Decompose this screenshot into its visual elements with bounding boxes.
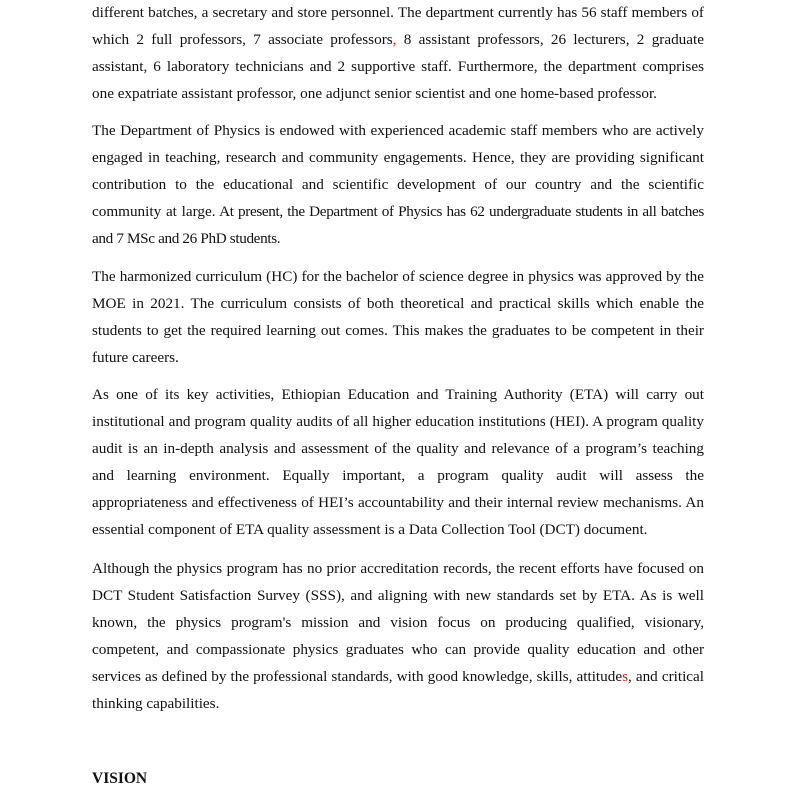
tracked-change-mark[interactable]: , bbox=[392, 31, 397, 48]
section-heading-vision: VISION bbox=[92, 770, 148, 787]
tracked-change-mark[interactable]: s bbox=[622, 668, 628, 685]
paragraph-curriculum: The harmonized curriculum (HC) for the bachelor of science degree in physics was approved by the MOE in 2021. The curriculum consists of both theoretical and practical skills which enable the students to get the required learning out comes. This makes the graduates to be competent in their future careers. bbox=[92, 268, 704, 366]
paragraph-academic-staff bbox=[92, 117, 704, 252]
paragraph-eta-audit: As one of its key activities, Ethiopian Education and Training Authority (ETA) will carry out institutional and program quality audits of all higher education institutions (HEI). A program quality audit is an in-depth analysis and assessment of the quality and relevance of a program’s teaching and learning environment. Equally important, a program quality audit will assess the appropriateness and effectiveness of HEI’s accountability and their internal review mechanisms. An essential component of ETA quality assessment is a Data Collection Tool (DCT) document. bbox=[92, 386, 704, 538]
paragraph-text: 8 assistant professors, 26 lecturers, 2 graduate assistant, 6 laboratory technicians and 2 supportive staff. Furthermore, the department comprises one expatriate assistant professor, one adjunct senior scientist and one home-based professor. bbox=[92, 31, 704, 102]
paragraph-text: , and critical thinking capabilities. bbox=[92, 668, 704, 712]
paragraph-text: different batches, a secretary and store personnel. The department currently has 56 staff members of which 2 full professors, 7 associate professors bbox=[92, 4, 704, 48]
paragraph-text: The Department of Physics is endowed with experienced academic staff members who are actively engaged in teaching, research and community engagements. Hence, they are providing significant contribution to the educational and scientific development of our country and the scientific community at large. bbox=[92, 122, 704, 220]
paragraph-staff bbox=[92, 0, 704, 107]
paragraph-accreditation bbox=[92, 555, 704, 717]
paragraph-text-students: At present, the Department of Physics has 62 undergraduate students in all batches and 7 MSc and 26 PhD students. bbox=[92, 203, 704, 247]
paragraph-text: Although the physics program has no prior accreditation records, the recent efforts have focused on DCT Student Satisfaction Survey (SSS), and aligning with new standards set by ETA. As is well known, the physics program's mission and vision focus on producing qualified, visionary, competent, and compassionate physics graduates who can provide quality education and other services as defined by the professional standards, with good knowledge, skills, attitude bbox=[92, 560, 704, 685]
